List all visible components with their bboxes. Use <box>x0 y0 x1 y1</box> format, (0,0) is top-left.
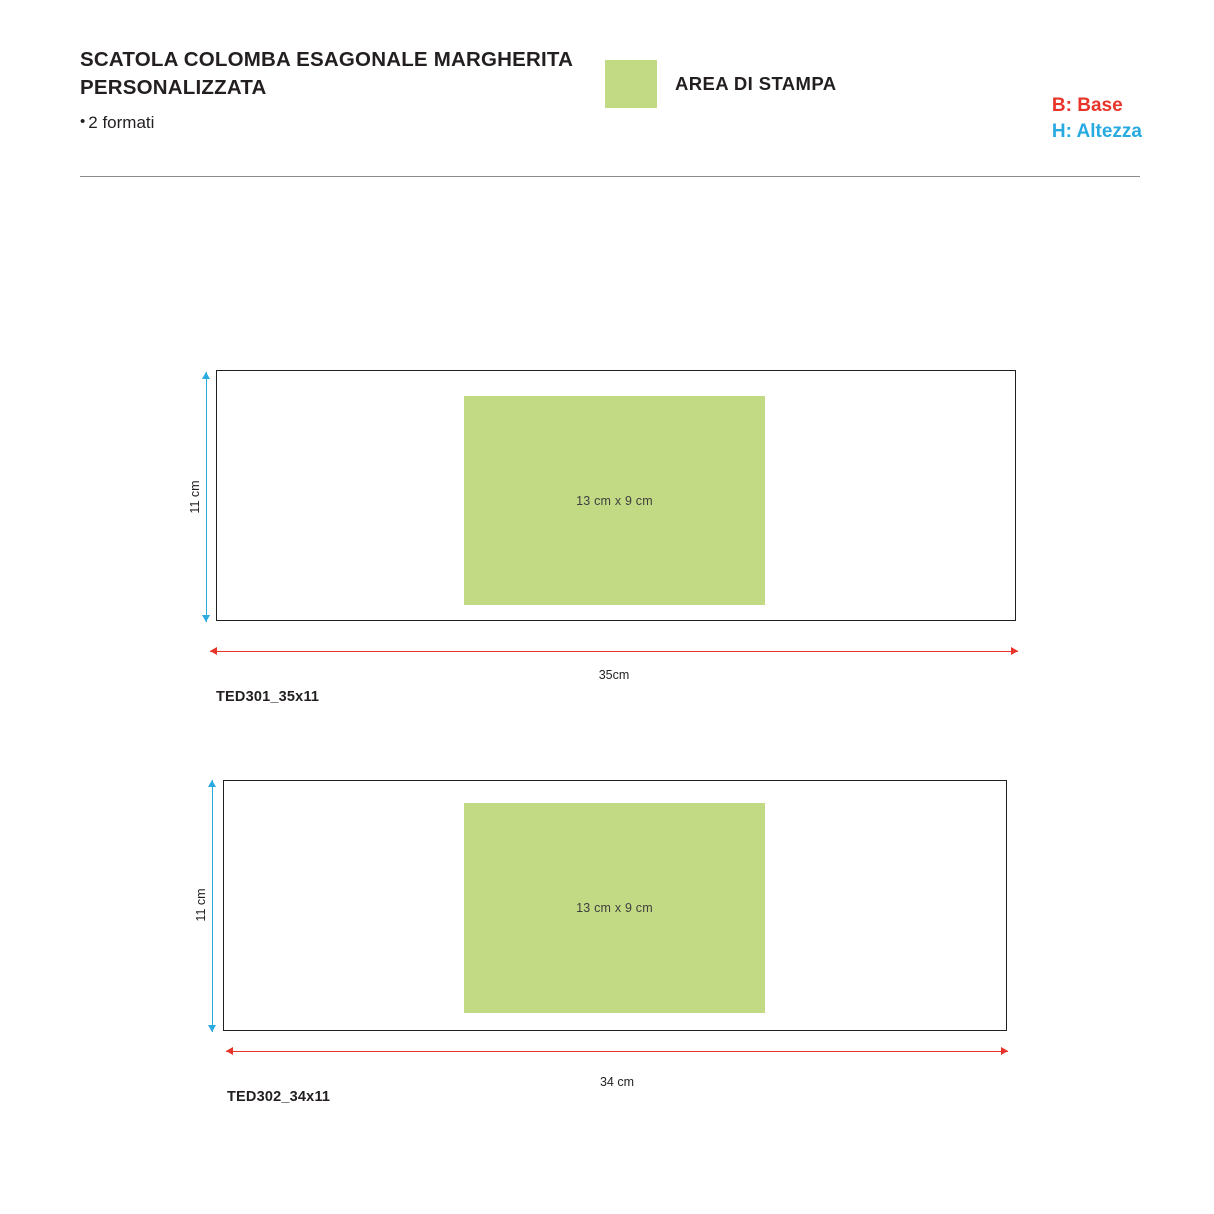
figure-code-1: TED301_35x11 <box>216 689 320 705</box>
page-title: SCATOLA COLOMBA ESAGONALE MARGHERITA PERSONALIZZATA <box>80 48 573 99</box>
print-area-swatch-icon <box>605 60 657 108</box>
width-dimension-line-1 <box>210 651 1018 652</box>
figure-code-2: TED302_34x11 <box>227 1089 331 1105</box>
print-area-1 <box>464 396 765 605</box>
legend <box>605 60 836 108</box>
bullet-glyph: • <box>80 113 86 131</box>
height-dimension-label-2: 11 cm <box>194 888 208 922</box>
height-dimension-label-1: 11 cm <box>188 480 202 514</box>
print-area-label-2: 13 cm x 9 cm <box>576 901 653 915</box>
height-dimension-line-1 <box>206 372 207 622</box>
width-dimension-label-2: 34 cm <box>599 1075 635 1089</box>
page-subtitle <box>80 113 1140 133</box>
key-base-label: B: Base <box>1051 95 1123 116</box>
legend-label: AREA DI STAMPA <box>675 73 837 94</box>
page-subtitle-text: 2 formati <box>88 113 155 133</box>
width-dimension-label-1: 35cm <box>598 668 630 682</box>
dimension-key <box>1052 93 1142 144</box>
print-area-2 <box>464 803 765 1013</box>
height-dimension-line-2 <box>212 780 213 1032</box>
print-area-label-1: 13 cm x 9 cm <box>576 493 653 508</box>
width-dimension-line-2 <box>226 1051 1008 1052</box>
key-height-label: H: Altezza <box>1051 120 1142 142</box>
header-divider <box>80 176 1140 177</box>
